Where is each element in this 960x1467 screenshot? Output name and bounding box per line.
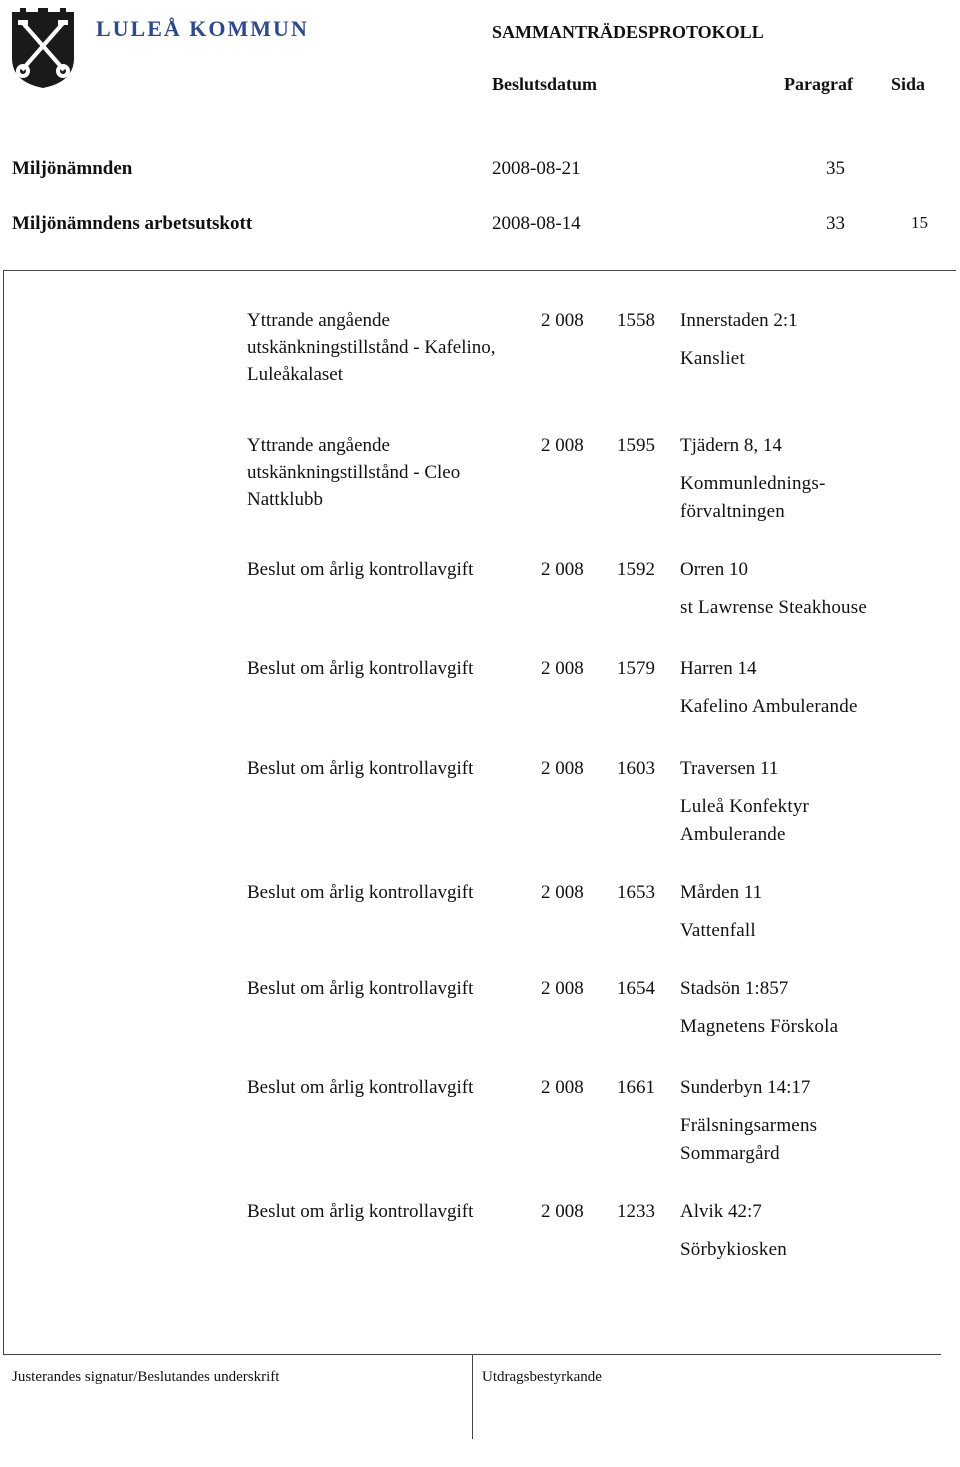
meeting-paragraph: 33 xyxy=(826,213,845,234)
item-title: Beslut om årlig kontrollavgift xyxy=(247,559,474,580)
item-number: 1579 xyxy=(617,658,655,679)
item-party: Kommunlednings-förvaltningen xyxy=(680,473,826,522)
footer-divider xyxy=(472,1354,473,1439)
item-number: 1233 xyxy=(617,1201,655,1222)
coat-of-arms-icon xyxy=(10,8,76,88)
item-year: 2 008 xyxy=(541,310,584,331)
item-title: Beslut om årlig kontrollavgift xyxy=(247,1077,474,1098)
item-number: 1592 xyxy=(617,559,655,580)
item-number: 1558 xyxy=(617,310,655,331)
organization-name: LULEÅ KOMMUN xyxy=(96,16,309,41)
item-title: Yttrande angående utskänkningstillstånd - Cleo Nattklubb xyxy=(247,435,461,510)
item-year: 2 008 xyxy=(541,559,584,580)
item-year: 2 008 xyxy=(541,758,584,779)
item-property: Stadsön 1:857 xyxy=(680,978,789,999)
item-title: Beslut om årlig kontrollavgift xyxy=(247,882,474,903)
item-year: 2 008 xyxy=(541,978,584,999)
header-decision-date-label: Beslutsdatum xyxy=(492,74,598,94)
item-title: Yttrande angående utskänkningstillstånd - Kafelino, Luleåkalaset xyxy=(247,310,496,385)
item-title: Beslut om årlig kontrollavgift xyxy=(247,658,474,679)
item-property: Tjädern 8, 14 xyxy=(680,435,782,456)
page-number: 15 xyxy=(911,213,928,232)
item-party: Magnetens Förskola xyxy=(680,1016,839,1037)
item-property: Harren 14 xyxy=(680,658,757,679)
certified-label: Utdragsbestyrkande xyxy=(482,1369,602,1385)
signature-label: Justerandes signatur/Beslutandes underskrift xyxy=(12,1369,280,1385)
item-property: Traversen 11 xyxy=(680,758,779,779)
meeting-body: Miljönämnden xyxy=(12,158,133,179)
meeting-date: 2008-08-14 xyxy=(492,213,581,234)
item-title: Beslut om årlig kontrollavgift xyxy=(247,978,474,999)
item-title: Beslut om årlig kontrollavgift xyxy=(247,758,474,779)
item-year: 2 008 xyxy=(541,882,584,903)
item-party: Kafelino Ambulerande xyxy=(680,696,858,717)
item-year: 2 008 xyxy=(541,435,584,456)
item-year: 2 008 xyxy=(541,658,584,679)
item-party: st Lawrense Steakhouse xyxy=(680,597,867,618)
meeting-paragraph: 35 xyxy=(826,158,845,179)
item-number: 1603 xyxy=(617,758,655,779)
item-party: Vattenfall xyxy=(680,920,756,941)
item-number: 1654 xyxy=(617,978,655,999)
header-page-label: Sida xyxy=(891,74,926,94)
item-number: 1653 xyxy=(617,882,655,903)
meeting-date: 2008-08-21 xyxy=(492,158,581,179)
item-year: 2 008 xyxy=(541,1201,584,1222)
item-title: Beslut om årlig kontrollavgift xyxy=(247,1201,474,1222)
item-property: Mården 11 xyxy=(680,882,763,903)
item-year: 2 008 xyxy=(541,1077,584,1098)
document-type: SAMMANTRÄDESPROTOKOLL xyxy=(492,22,764,42)
meeting-body: Miljönämndens arbetsutskott xyxy=(12,213,253,234)
item-number: 1595 xyxy=(617,435,655,456)
item-property: Orren 10 xyxy=(680,559,749,580)
item-party: Luleå Konfektyr Ambulerande xyxy=(680,796,810,845)
item-party: Kansliet xyxy=(680,348,745,369)
item-party: Sörbykiosken xyxy=(680,1239,787,1260)
item-property: Alvik 42:7 xyxy=(680,1201,762,1222)
item-party: Frälsningsarmens Sommargård xyxy=(680,1115,818,1164)
footer-divider xyxy=(3,1330,4,1355)
item-number: 1661 xyxy=(617,1077,655,1098)
item-property: Sunderbyn 14:17 xyxy=(680,1077,811,1098)
header-paragraph-label: Paragraf xyxy=(784,74,853,94)
item-property: Innerstaden 2:1 xyxy=(680,310,798,331)
